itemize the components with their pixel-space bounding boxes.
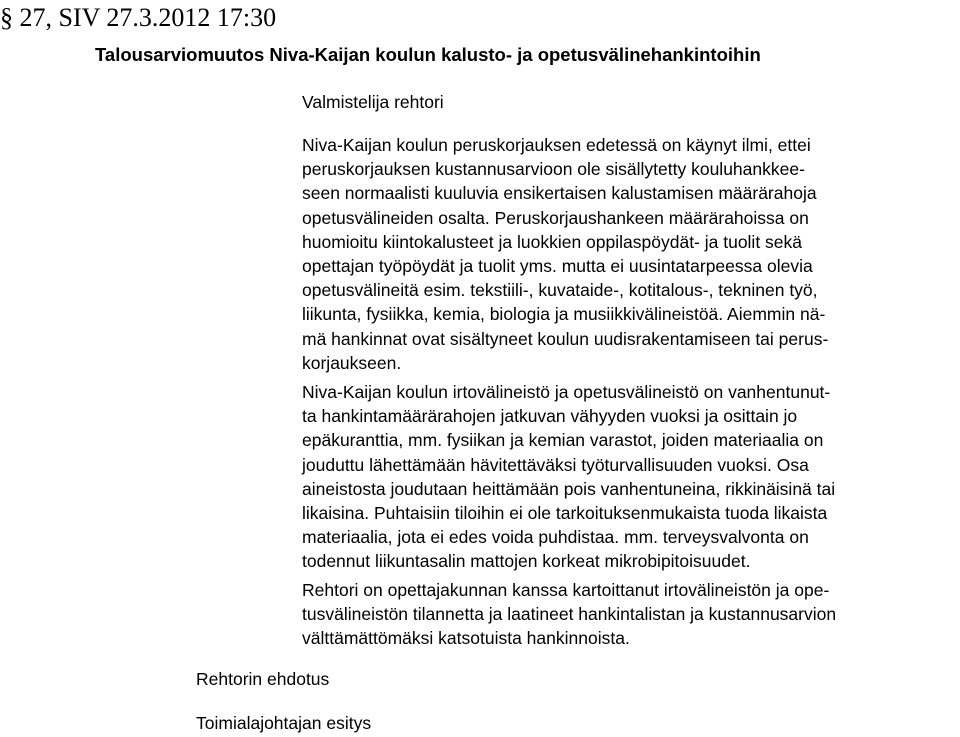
text-line: todennut liikuntasalin mattojen korkeat mikrobipitoisuudet.: [302, 551, 751, 572]
text-line: Niva-Kaijan koulun irtovälineistö ja opetusvälineistö on vanhentunut-: [302, 382, 831, 402]
principal-proposal-label: Rehtorin ehdotus: [196, 669, 330, 689]
text-line: seen normaalisti kuuluvia ensikertaisen kalustamisen määrärahoja: [302, 183, 817, 204]
text-line: aineistosta joudutaan heittämään pois vanhentuneina, rikkinäisinä tai: [302, 478, 836, 499]
text-line: Rehtori on opettajakunnan kanssa kartoittanut irtovälineistön ja ope-: [302, 580, 830, 600]
text-line: opetusvälineitä esim. tekstiili-, kuvataide-, kotitalous-, tekninen työ,: [302, 280, 818, 301]
director-presentation-label: Toimialajohtajan esitys: [196, 713, 372, 733]
text-line: huomioitu kiintokalusteet ja luokkien oppilaspöydät- ja tuolit sekä: [302, 231, 803, 252]
paragraph-equipment-condition: [302, 380, 835, 574]
text-line: opettajan työpöydät ja tuolit yms. mutta ei uusintatarpeessa olevia: [302, 256, 813, 277]
text-line: korjaukseen.: [302, 352, 402, 373]
text-line: välttämättömäksi katsotuista hankinnoista.: [302, 628, 630, 649]
text-line: epäkuranttia, mm. fysiikan ja kemian varastot, joiden materiaalia on: [302, 430, 824, 451]
paragraph-procurement-list: [302, 578, 836, 651]
text-line: tusvälineistön tilannetta ja laatineet hankintalistan ja kustannusarvion: [302, 604, 837, 625]
paragraph-background: [302, 133, 828, 375]
text-line: peruskorjauksen kustannusarvioon ole sisällytetty kouluhankkee-: [302, 159, 805, 180]
text-line: likaisina. Puhtaisiin tiloihin ei ole tarkoituksenmukaista tuoda likaista: [302, 503, 828, 524]
section-header: § 27, SIV 27.3.2012 17:30: [0, 3, 277, 32]
text-line: jouduttu lähettämään hävitettäväksi työturvallisuuden vuoksi. Osa: [302, 454, 809, 475]
text-line: liikunta, fysiikka, kemia, biologia ja musiikkivälineistöä. Aiemmin nä-: [302, 304, 826, 325]
text-line: ta hankintamäärärahojen jatkuvan vähyyden vuoksi ja osittain jo: [302, 406, 798, 427]
page-title: Talousarviomuutos Niva-Kaijan koulun kalusto- ja opetusvälinehankintoihin: [95, 44, 761, 65]
text-line: opetusvälineiden osalta. Peruskorjaushankeen määrärahoissa on: [302, 207, 809, 228]
text-line: mä hankinnat ovat sisältyneet koulun uudisrakentamiseen tai perus-: [302, 328, 829, 349]
preparer-label: Valmistelija rehtori: [302, 92, 444, 112]
text-line: materiaalia, jota ei edes voida puhdistaa. mm. terveysvalvonta on: [302, 527, 809, 548]
text-line: Niva-Kaijan koulun peruskorjauksen edetessä on käynyt ilmi, ettei: [302, 135, 811, 155]
